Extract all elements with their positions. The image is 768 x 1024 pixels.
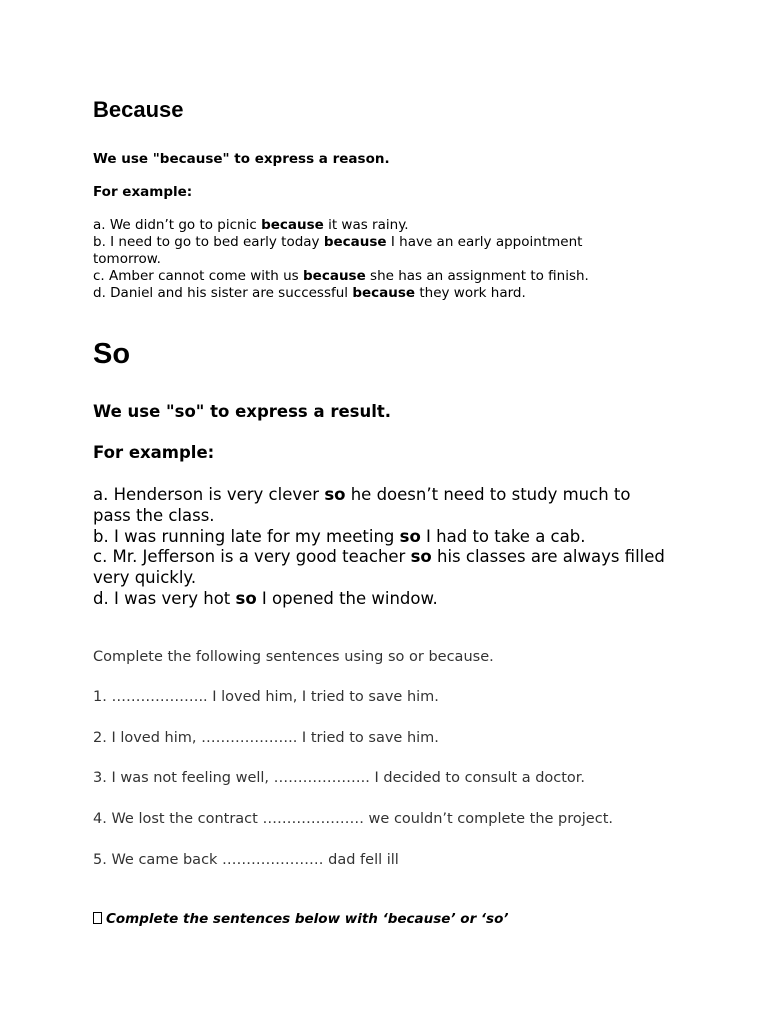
so-example-label: For example:	[93, 443, 215, 462]
because-examples	[93, 217, 633, 302]
so-example-c: c. Mr. Jefferson is a very good teacher so his classes are always filled very quickly.	[93, 547, 665, 588]
task-instruction	[93, 911, 509, 927]
keyword-because: because	[261, 217, 324, 233]
exercise-item-4: 4. We lost the contract ………………… we couldn’t complete the project.	[93, 811, 613, 827]
keyword-because: because	[352, 285, 416, 301]
so-examples	[93, 485, 673, 610]
because-example-label: For example:	[93, 184, 193, 200]
because-heading: Because	[93, 97, 184, 122]
keyword-so: so	[324, 485, 346, 504]
because-example-a: a. We didn’t go to picnic because it was rainy.	[93, 217, 409, 233]
task-text: Complete the sentences below with ‘because’ or ‘so’	[106, 911, 509, 927]
because-example-c: c. Amber cannot come with us because she has an assignment to finish.	[93, 268, 589, 284]
keyword-so: so	[410, 547, 432, 567]
keyword-so: so	[235, 588, 257, 608]
so-example-a: a. Henderson is very clever so he doesn’t need to study much to pass the class.	[93, 485, 631, 525]
keyword-so: so	[399, 526, 421, 546]
so-heading: So	[93, 338, 131, 370]
exercise-item-1: 1. ……………….. I loved him, I tried to save him.	[93, 689, 439, 705]
keyword-because: because	[323, 234, 387, 250]
because-intro: We use "because" to express a reason.	[93, 151, 390, 167]
exercise-item-3: 3. I was not feeling well, ……………….. I decided to consult a doctor.	[93, 770, 586, 786]
keyword-because: because	[303, 268, 366, 284]
exercise-item-2: 2. I loved him, ……………….. I tried to save him.	[93, 730, 439, 746]
because-example-d: d. Daniel and his sister are successful because they work hard.	[93, 285, 526, 301]
missing-glyph-icon	[93, 912, 102, 924]
so-example-b: b. I was running late for my meeting so I had to take a cab.	[93, 526, 586, 546]
exercise-instruction: Complete the following sentences using so or because.	[93, 649, 494, 665]
exercise-item-5: 5. We came back ………………… dad fell ill	[93, 852, 399, 868]
so-intro: We use "so" to express a result.	[93, 402, 392, 421]
so-example-d: d. I was very hot so I opened the window.	[93, 588, 438, 608]
because-example-b: b. I need to go to bed early today because I have an early appointment tomorrow.	[93, 234, 583, 267]
